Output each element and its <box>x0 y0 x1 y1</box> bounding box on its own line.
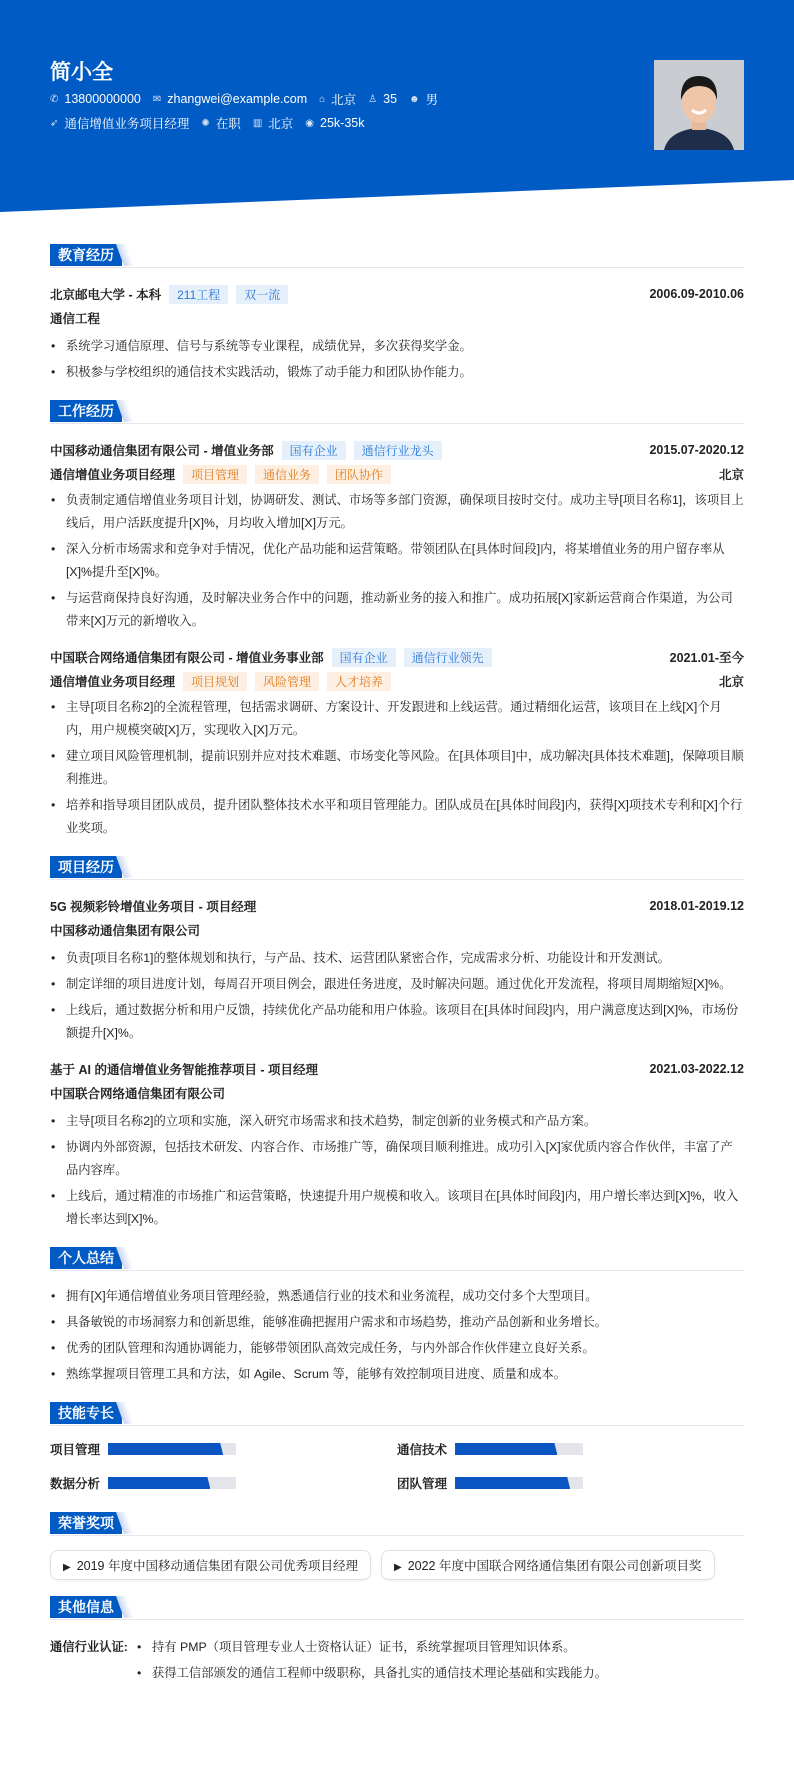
skill-bar <box>455 1477 583 1489</box>
skill-item <box>50 1440 397 1458</box>
role: 通信增值业务项目经理 <box>50 675 176 689</box>
awards-title: 荣誉奖项 <box>50 1512 122 1534</box>
skill-item <box>397 1440 744 1458</box>
summary-heading-bar <box>50 1247 744 1271</box>
phone: 13800000000 <box>64 92 141 106</box>
gender-icon: ☻ <box>409 93 420 105</box>
work-date: 2021.01-至今 <box>669 651 744 665</box>
work-section <box>50 400 744 840</box>
skill-tag: 项目规划 <box>183 672 247 691</box>
summary-section <box>50 1247 744 1386</box>
education-title: 教育经历 <box>50 244 122 266</box>
bullet-item: • 获得工信部颁发的通信工程师中级职称，具备扎实的通信技术理论基础和实践能力。 <box>136 1660 607 1686</box>
skill-bar-fill <box>455 1443 557 1455</box>
bullet-list <box>50 489 744 633</box>
bullet-item: • 拥有[X]年通信增值业务项目管理经验，熟悉通信行业的技术和业务流程，成功交付多个大型项目。 <box>50 1285 744 1308</box>
role-left <box>50 465 391 484</box>
bullet-item: • 协调内外部资源，包括技术研发、内容合作、市场推广等，确保项目顺利推进。成功引入[X]家优质内容合作伙伴，丰富了产品内容库。 <box>50 1136 744 1182</box>
skill-tag: 人才培养 <box>327 672 391 691</box>
role-left <box>50 672 391 691</box>
skill-bar-fill <box>455 1477 570 1489</box>
skill-bar <box>455 1443 583 1455</box>
project-name: 5G 视频彩铃增值业务项目 - 项目经理 <box>50 900 257 914</box>
location-icon: ◉ <box>305 117 315 129</box>
skill-tag: 通信业务 <box>255 465 319 484</box>
position: 通信增值业务项目经理 <box>64 117 190 131</box>
bullet-item: • 积极参与学校组织的通信技术实践活动，锻炼了动手能力和团队协作能力。 <box>50 361 744 384</box>
skill-name: 通信技术 <box>397 1443 448 1457</box>
company-tag: 通信行业领先 <box>404 648 492 667</box>
skill-item <box>397 1474 744 1492</box>
skill-bar <box>108 1477 236 1489</box>
education-section <box>50 244 744 384</box>
projects-title: 项目经历 <box>50 856 122 878</box>
bullet-item: • 主导[项目名称2]的全流程管理，包括需求调研、方案设计、开发跟进和上线运营。通过精细化运营，该项目在上线[X]个月内，用户规模突破[X]万，实现收入[X]万元。 <box>50 696 744 742</box>
award-text: 2022 年度中国联合网络通信集团有限公司创新项目奖 <box>407 1559 702 1573</box>
company-name: 中国联合网络通信集团有限公司 - 增值业务事业部 <box>50 651 324 665</box>
candidate-name: 简小全 <box>50 61 113 84</box>
status: 在职 <box>215 117 241 131</box>
skills-section <box>50 1402 744 1492</box>
skill-name: 团队管理 <box>397 1477 448 1491</box>
skill-bar <box>108 1443 236 1455</box>
work-date: 2015.07-2020.12 <box>649 443 744 457</box>
summary-title: 个人总结 <box>50 1247 122 1269</box>
bullet-list <box>50 335 744 384</box>
skill-bar-fill <box>108 1443 223 1455</box>
email: zhangwei@example.com <box>167 92 308 106</box>
bullet-item: • 培养和指导项目团队成员，提升团队整体技术水平和项目管理能力。团队成员在[具体时间段]内，获得[X]项技术专利和[X]个行业奖项。 <box>50 794 744 840</box>
company-row <box>50 645 744 669</box>
major: 通信工程 <box>50 312 101 326</box>
project-entry <box>50 1057 744 1231</box>
bullet-list <box>50 696 744 840</box>
work-city: 北京 <box>718 468 744 482</box>
education-left <box>50 285 288 304</box>
triangle-right-icon: ▶ <box>63 1562 71 1573</box>
company-tag: 通信行业龙头 <box>354 441 442 460</box>
skill-bar-fill <box>108 1477 210 1489</box>
phone-icon: ✆ <box>50 93 59 105</box>
contact-row <box>50 90 438 108</box>
project-date: 2018.01-2019.12 <box>649 899 744 913</box>
work-title: 工作经历 <box>50 400 122 422</box>
bullet-list <box>50 1285 744 1386</box>
awards-heading-bar <box>50 1512 744 1536</box>
other-info <box>50 1634 744 1686</box>
project-name: 基于 AI 的通信增值业务智能推荐项目 - 项目经理 <box>50 1063 319 1077</box>
bullet-item: • 与运营商保持良好沟通，及时解决业务合作中的问题，推动新业务的接入和推广。成功拓展[X]家新运营商合作渠道，为公司带来[X]万元的新增收入。 <box>50 587 744 633</box>
hometown: 北京 <box>331 93 357 107</box>
other-heading-bar <box>50 1596 744 1620</box>
school-name: 北京邮电大学 - 本科 <box>50 288 162 302</box>
other-title: 其他信息 <box>50 1596 122 1618</box>
project-org: 中国联合网络通信集团有限公司 <box>50 1087 226 1101</box>
skills-heading-bar <box>50 1402 744 1426</box>
company-left <box>50 648 492 667</box>
role-row <box>50 462 744 486</box>
role: 通信增值业务项目经理 <box>50 468 176 482</box>
company-name: 中国移动通信集团有限公司 - 增值业务部 <box>50 444 274 458</box>
bullet-item: • 主导[项目名称2]的立项和实施，深入研究市场需求和技术趋势，制定创新的业务模式和产品方案。 <box>50 1110 744 1133</box>
projects-heading-bar <box>50 856 744 880</box>
project-row <box>50 1057 744 1081</box>
company-tag: 国有企业 <box>282 441 346 460</box>
bullet-item: • 上线后，通过精准的市场推广和运营策略，快速提升用户规模和收入。该项目在[具体时间段]内，用户增长率达到[X]%，收入增长率达到[X]%。 <box>50 1185 744 1231</box>
education-heading-bar <box>50 244 744 268</box>
school-tag: 211工程 <box>169 285 228 304</box>
bullet-item: • 负责制定通信增值业务项目计划，协调研发、测试、市场等多部门资源，确保项目按时交付。成功主导[项目名称1]，该项目上线后，用户活跃度提升[X]%，月均收入增加[X]万元。 <box>50 489 744 535</box>
award-text: 2019 年度中国移动通信集团有限公司优秀项目经理 <box>76 1559 358 1573</box>
bullet-item: • 优秀的团队管理和沟通协调能力，能够带领团队高效完成任务，与内外部合作伙伴建立良好关系。 <box>50 1337 744 1360</box>
cert-list <box>136 1634 607 1686</box>
mail-icon: ✉ <box>152 93 162 105</box>
age-icon: ♙ <box>368 93 378 105</box>
avatar <box>654 60 744 150</box>
education-row <box>50 282 744 306</box>
skill-tag: 风险管理 <box>255 672 319 691</box>
skills-grid <box>50 1440 744 1492</box>
company-left <box>50 441 442 460</box>
work-entry <box>50 645 744 840</box>
skill-tag: 团队协作 <box>327 465 391 484</box>
award-card <box>50 1550 371 1580</box>
resume-body <box>50 228 744 1686</box>
education-date: 2006.09-2010.06 <box>649 287 744 301</box>
salary: 25k-35k <box>320 116 365 130</box>
cert-label: 通信行业认证: <box>50 1640 128 1654</box>
city: 北京 <box>268 117 294 131</box>
projects-section <box>50 856 744 1231</box>
role-row <box>50 669 744 693</box>
bullet-list <box>50 1110 744 1231</box>
bullet-item: • 系统学习通信原理、信号与系统等专业课程，成绩优异，多次获得奖学金。 <box>50 335 744 358</box>
project-row <box>50 894 744 918</box>
school-tag: 双一流 <box>236 285 288 304</box>
bullet-item: • 制定详细的项目进度计划，每周召开项目例会，跟进任务进度，及时解决问题。通过优化开发流程，将项目周期缩短[X]%。 <box>50 973 744 996</box>
age: 35 <box>383 92 398 106</box>
gender: 男 <box>425 93 439 107</box>
work-entry <box>50 438 744 633</box>
work-heading-bar <box>50 400 744 424</box>
triangle-right-icon: ▶ <box>394 1562 402 1573</box>
company-tag: 国有企业 <box>332 648 396 667</box>
skills-title: 技能专长 <box>50 1402 122 1424</box>
bullet-item: • 负责[项目名称1]的整体规划和执行，与产品、技术、运营团队紧密合作，完成需求分析、功能设计和开发测试。 <box>50 947 744 970</box>
skill-tag: 项目管理 <box>183 465 247 484</box>
other-section <box>50 1596 744 1686</box>
home-icon: ⌂ <box>319 93 326 105</box>
send-icon: ➶ <box>50 117 59 129</box>
project-entry <box>50 894 744 1045</box>
company-row <box>50 438 744 462</box>
award-card <box>381 1550 715 1580</box>
status-icon: ✺ <box>201 117 210 129</box>
bullet-item: • 深入分析市场需求和竞争对手情况，优化产品功能和运营策略。带领团队在[具体时间段]内，将某增值业务的用户留存率从[X]%提升至[X]%。 <box>50 538 744 584</box>
bullet-item: • 熟练掌握项目管理工具和方法，如 Agile、Scrum 等，能够有效控制项目进度、质量和成本。 <box>50 1363 744 1386</box>
work-city: 北京 <box>718 675 744 689</box>
bullet-list <box>136 1634 607 1686</box>
bullet-item: • 建立项目风险管理机制，提前识别并应对技术难题、市场变化等风险。在[具体项目]中，成功解决[具体技术难题]，保障项目顺利推进。 <box>50 745 744 791</box>
awards-section <box>50 1512 744 1580</box>
skill-item <box>50 1474 397 1492</box>
skill-name: 数据分析 <box>50 1477 101 1491</box>
bullet-list <box>50 947 744 1045</box>
skill-name: 项目管理 <box>50 1443 101 1457</box>
job-intent-row <box>50 114 365 132</box>
bullet-item: • 上线后，通过数据分析和用户反馈，持续优化产品功能和用户体验。该项目在[具体时间段]内，用户满意度达到[X]%，市场份额提升[X]%。 <box>50 999 744 1045</box>
bullet-item: • 具备敏锐的市场洞察力和创新思维，能够准确把握用户需求和市场趋势，推动产品创新和业务增长。 <box>50 1311 744 1334</box>
project-org: 中国移动通信集团有限公司 <box>50 924 201 938</box>
building-icon: ▥ <box>252 117 263 129</box>
awards-list <box>50 1550 744 1580</box>
bullet-item: • 持有 PMP（项目管理专业人士资格认证）证书，系统掌握项目管理知识体系。 <box>136 1634 607 1660</box>
project-date: 2021.03-2022.12 <box>649 1062 744 1076</box>
